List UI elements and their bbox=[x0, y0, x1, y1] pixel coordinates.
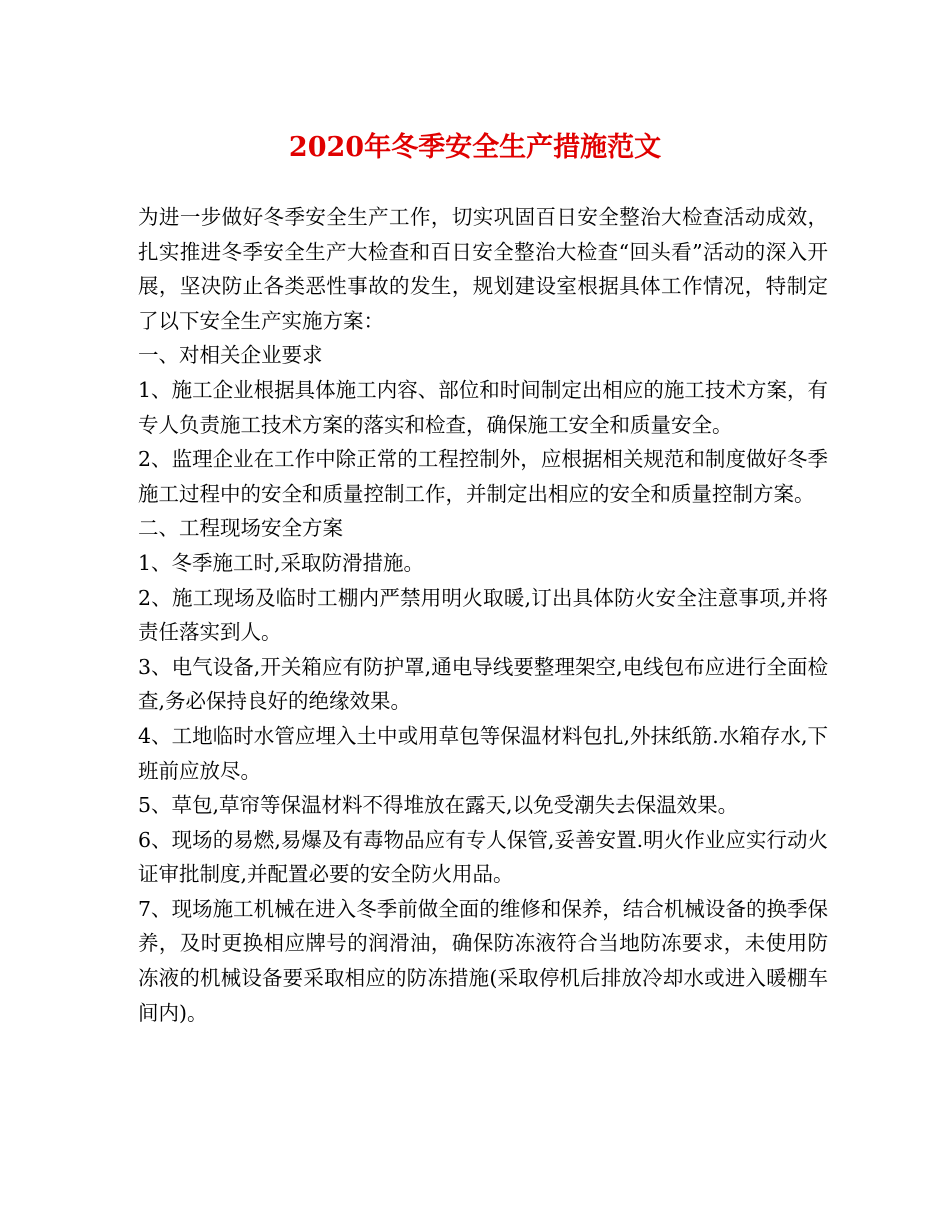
list-item: 1、冬季施工时,采取防滑措施。 bbox=[138, 550, 425, 575]
list-item: 1、施工企业根据具体施工内容、部位和时间制定出相应的施工技术方案，有专人负责施工技术方案的落实和检查，确保施工安全和质量安全。 bbox=[138, 377, 828, 437]
section-heading-1: 一、对相关企业要求 bbox=[138, 343, 323, 368]
list-item: 4、工地临时水管应埋入土中或用草包等保温材料包扎,外抹纸筋.水箱存水,下班前应放尽。 bbox=[138, 723, 828, 783]
intro-paragraph: 为进一步做好冬季安全生产工作，切实巩固百日安全整治大检查活动成效，扎实推进冬季安全生产大检查和百日安全整治大检查“回头看”活动的深入开展，坚决防止各类恶性事故的发生，规划建设室根据具体工作情况，特制定了以下安全生产实施方案： bbox=[138, 205, 828, 333]
list-item: 5、草包,草帘等保温材料不得堆放在露天,以免受潮失去保温效果。 bbox=[138, 793, 739, 818]
section-heading-2: 二、工程现场安全方案 bbox=[138, 516, 343, 541]
list-item: 7、现场施工机械在进入冬季前做全面的维修和保养，结合机械设备的换季保养，及时更换相应牌号的润滑油，确保防冻液符合当地防冻要求，未使用防冻液的机械设备要采取相应的防冻措施(采取停机后排放冷却水或进入暖棚车间内)。 bbox=[138, 896, 828, 1025]
document-body bbox=[138, 200, 828, 1030]
list-item: 3、电气设备,开关箱应有防护罩,通电导线要整理架空,电线包布应进行全面检查,务必保持良好的绝缘效果。 bbox=[138, 654, 828, 714]
list-item: 2、施工现场及临时工棚内严禁用明火取暖,订出具体防火安全注意事项,并将责任落实到人。 bbox=[138, 585, 828, 645]
document-title: 2020年冬季安全生产措施范文 bbox=[288, 132, 662, 163]
list-item: 2、监理企业在工作中除正常的工程控制外，应根据相关规范和制度做好冬季施工过程中的安全和质量控制工作，并制定出相应的安全和质量控制方案。 bbox=[138, 447, 828, 506]
list-item: 6、现场的易燃,易爆及有毒物品应有专人保管,妥善安置.明火作业应实行动火证审批制度,并配置必要的安全防火用品。 bbox=[138, 827, 828, 887]
